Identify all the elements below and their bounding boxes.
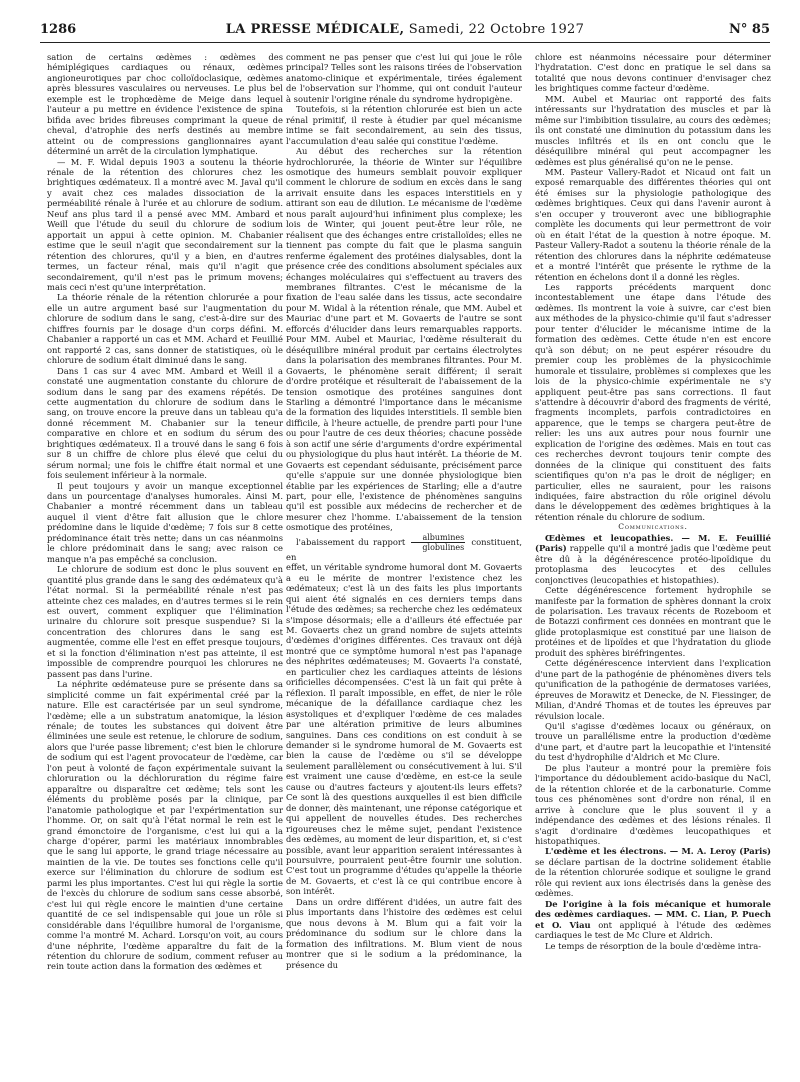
- issue-number: N° 85: [729, 22, 770, 37]
- communication-item: [535, 533, 771, 585]
- column-left: [47, 52, 283, 972]
- communication-title: De l'origine à la fois mécanique et humorale des œdèmes cardiaques. — MM. C. Lian, P. Puech et O. Viau: [535, 898, 771, 930]
- paragraph: sation de certains œdèmes : œdèmes des hémiplégiques cardiaques ou rénaux, œdèmes angioneurotiques par choc colloïdoclasique, œdèmes après blessures vasculaires ou nerveuses. Le plus bel exemple est le trophœdème de Meige dans lequel l'auteur a pu mettre en évidence l'existence de spina bifida avec brides fibreuses comprimant la queue de cheval, d'atrophie des nerfs destinés au membre atteint ou de compressions ganglionnaires ayant déterminé un arrêt de la circulation lymphatique.: [47, 52, 283, 157]
- communication-text: rappelle qu'il a montré jadis que l'œdème peut être dû à la dégénérescence protéo-lipoïdique du protoplasma des leucocytes et des cellules conjonctives (leucopathies et histopathies).: [535, 543, 771, 585]
- communication-item: [535, 899, 771, 941]
- formula-fraction: [411, 533, 465, 552]
- paragraph: La théorie rénale de la rétention chlorurée a pour elle un autre argument basé sur l'augmentation du chlorure de sodium dans le sang, c'est-à-dire sur des chiffres fournis par le dosage d'un corps défini. M. Chabanier a rapporté un cas et MM. Achard et Feuillié ont rapporté 2 cas, sans donner de statistiques, où le chlorure de sodium était diminué dans le sang.: [47, 292, 283, 366]
- formula-before: l'abaissement du rapport: [296, 536, 406, 547]
- journal-title: [40, 22, 770, 37]
- page-header: [40, 22, 770, 43]
- journal-name: LA PRESSE MÉDICALE,: [225, 22, 405, 37]
- paragraph: Le chlorure de sodium est donc le plus souvent en quantité plus grande dans le sang des œdémateux qu'à l'état normal. Si la perméabilité rénale n'est pas atteinte chez ces malades, en d'autres termes si le rein est ouvert, comment expliquer que l'élimination urinaire du chlorure soit presque suspendue? Si la concentration des chlorures dans le sang est augmentée, comme elle l'est en effet presque toujours, et si la fonction d'élimination n'est pas atteinte, il est impossible de comprendre pourquoi les chlorures ne passent pas dans l'urine.: [47, 564, 283, 679]
- column-right: [535, 52, 771, 951]
- page-number: 1286: [40, 22, 77, 37]
- paragraph: Cette dégénérescence intervient dans l'explication d'une part de la pathogénie de phénomènes divers tels qu'unification de la pathogénie de dermatoses variées, épreuves de Morawitz et Denecke, de N. Fiessinger, de Milian, d'André Thomas et de toutes les épreuves par révulsion locale.: [535, 658, 771, 721]
- paragraph: La néphrite œdémateuse pure se présente dans sa simplicité comme un fait expérimental créé par la nature. Elle est caractérisée par un seul syndrome, l'œdème; elle a un substratum anatomique, la lésion rénale; de toutes les substances qui doivent être éliminées une seule est retenue, le chlorure de sodium, alors que l'urée passe librement; c'est bien le chlorure de sodium qui est l'agent provocateur de l'œdème, car l'on peut à volonté de façon expérimentale suivant la chloruration ou la déchloruration du régime faire apparaître ou disparaître cet œdème; tels sont les éléments du problème posés par la clinique, par l'anatomie pathologique et par l'expérimentation sur l'homme. Or, on sait qu'à l'état normal le rein est le grand émonctoire de l'organisme, c'est lui qui a la charge d'opérer, parmi les matériaux innombrables que le sang lui apporte, le grand triage nécessaire au maintien de la vie. De toutes ses fonctions celle qu'il exerce sur l'élimination du chlorure de sodium est parmi les plus importantes. C'est lui qui règle la sortie de l'excès du chlorure de sodium sans cesse absorbé, c'est lui qui règle encore le maintien d'une certaine quantité de ce sel indispensable qui joue un rôle si considérable dans l'équilibre humoral de l'organisme, comme l'a montré M. Achard. Lorsqu'on voit, au cours d'une néphrite, l'œdème apparaître du fait de la rétention du chlorure de sodium, comment refuser au rein toute action dans la formation des œdèmes et: [47, 679, 283, 972]
- fraction-denominator: globulines: [422, 542, 465, 552]
- paragraph: MM. Pasteur Vallery-Radot et Nicaud ont fait un exposé remarquable des différentes théories qui ont été émises sur la physiologie pathologique des œdèmes brightiques. Ceux qui dans l'avenir auront à s'en occuper y trouveront avec une bibliographie complète les documents qui leur permettront de voir où en était l'état de la question à notre époque. M. Pasteur Vallery-Radot a soutenu la théorie rénale de la rétention des chlorures dans la néphrite œdémateuse et a montré l'intérêt que présente le rythme de la rétention en échelons dont il a donné les règles.: [535, 166, 771, 282]
- paragraph: Dans un ordre différent d'idées, un autre fait des plus importants dans l'histoire des œdèmes est celui que nous devons à M. Blum qui a fait voir la prédominance du sodium sur le chlore dans la formation des infiltrations. M. Blum vient de nous montrer que si le sodium a la prédominance, la présence du: [286, 896, 522, 970]
- section-heading: Communications.: [618, 522, 688, 532]
- paragraph: MM. Aubel et Mauriac ont rapporté des faits intéressants sur l'hydratation des muscles et par là même sur l'imbibition tissulaire, au cours des œdèmes; ils ont constaté une diminution du potassium dans les muscles infiltrés et ils en ont conclu que le déséquilibre minéral qui peut accompagner les œdèmes est plus généralisé qu'on ne le pense.: [535, 93, 771, 167]
- paragraph: Le temps de résorption de la boule d'œdème intra-: [545, 940, 762, 951]
- paragraph: comment ne pas penser que c'est lui qui joue le rôle principal? Telles sont les raisons tirées de l'observation anatomo-clinique et expérimentale, tirées également de l'observation sur l'homme, qui ont conduit l'auteur à soutenir l'origine rénale du syndrome hydropigène.: [286, 52, 522, 104]
- issue-date: Samedi, 22 Octobre 1927: [408, 22, 585, 37]
- column-middle: [286, 52, 522, 970]
- paragraph: Les rapports précédents marquent donc incontestablement une étape dans l'étude des œdèmes. Ils montrent la voie à suivre, car c'est bien aux méthodes de la physico-chimie qu'il faut s'adresser pour tenter d'élucider le mécanisme intime de la formation des œdèmes. Cette étude n'en est encore qu'à son début; on ne peut espérer résoudre du premier coup les problèmes de la physicochimie humorale et tissulaire, problèmes si complexes que les lois de la physico-chimie expérimentale ne s'y appliquent peut-être pas sans corrections. Il faut s'attendre à découvrir d'abord des fragments de vérité, fragments incomplets, parfois contradictoires en apparence, que le temps se chargera peut-être de relier: les uns aux autres pour nous fournir une explication de l'origine des œdèmes. Mais en tout cas ces recherches devront toujours tenir compte des données de la clinique qui constituent des faits scientifiques qu'on n'a pas le droit de négliger; en particulier, elles ne sauraient, pour les raisons indiquées, faire abstraction du rôle originel dévolu dans le développement des œdèmes brightiques à la rétention rénale du chlorure de sodium.: [535, 281, 771, 522]
- communication-title: Œdèmes et leucopathies. — M. E. Feuillié (Paris): [535, 532, 771, 554]
- paragraph: effet, un véritable syndrome humoral dont M. Govaerts a eu le mérite de montrer l'existence chez les œdémateux; c'est là un des faits les plus importants qui aient été signalés en ces derniers temps dans l'étude des œdèmes; sa recherche chez les œdémateux s'impose désormais; elle a d'ailleurs été effectuée par M. Govaerts chez un grand nombre de sujets atteints d'œdèmes d'origines différentes. Ces travaux ont déjà montré que ce symptôme humoral n'est pas l'apanage des néphrites œdémateuses; M. Govaerts l'a constaté, en particulier chez les cardiaques atteints de lésions orificielles décompensées. C'est là un fait qui prête à réflexion. Il paraît impossible, en effet, de nier le rôle mécanique de la défaillance cardiaque chez les asystoliques et d'expliquer l'œdème de ces malades par une altération primitive de leurs albumines sanguines. Dans ces conditions on est conduit à se demander si le syndrome humoral de M. Govaerts est bien la cause de l'œdème ou s'il se développe seulement parallèlement ou consécutivement à lui. S'il est vraiment une cause d'œdème, en est-ce la seule cause ou d'autres facteurs y ajoutent-ils leurs effets? Ce sont là des questions auxquelles il est bien difficile de donner, dès maintenant, une réponse catégorique et qui appellent de nouvelles études. Des recherches rigoureuses chez le même sujet, pendant l'existence des œdèmes, au moment de leur disparition, et, si c'est possible, avant leur apparition seraient intéressantes à poursuivre, pourraient peut-être fournir une solution. C'est tout un programme d'études qu'appelle la théorie de M. Govaerts, et c'est là ce qui contribue encore à son intérêt.: [286, 562, 522, 897]
- communication-text: ont appliqué à l'étude des œdèmes cardiaques le test de Mc Clure et Aldrich.: [535, 919, 772, 941]
- paragraph: Qu'il s'agisse d'œdèmes locaux ou généraux, on trouve un parallélisme entre la production d'œdème d'une part, et d'autre part la leucopathie et l'intensité du test d'hydrophilie d'Aldrich et Mc Clure.: [535, 721, 771, 763]
- paragraph: Toutefois, si la rétention chlorurée est bien un acte rénal primitif, il reste à étudier par quel mécanisme intime se fait secondairement, au sein des tissus, l'accumulation d'eau salée qui constitue l'œdème.: [286, 104, 522, 146]
- communication-text: se déclare partisan de la doctrine solidement établie de la rétention chlorurée sodique et souligne le grand rôle qui revient aux ions électrisés dans la genèse des œdèmes.: [535, 856, 771, 899]
- communication-item: [535, 846, 771, 898]
- paragraph: Cette dégénérescence fortement hydrophile se manifeste par la formation de sphères donnant la croix de polarisation. Les travaux récents de Rozeboom et de Botazzi confirment ces données en montrant que le glide protoplasmique est constitué par une liaison de protéines et de lipoïdes et que l'hydratation du gliode produit des sphères biréfringentes.: [535, 585, 771, 658]
- formula-line: [286, 533, 522, 562]
- paragraph: Au début des recherches sur la rétention hydrochlorurée, la théorie de Winter sur l'équilibre osmotique des humeurs semblait pouvoir expliquer comment le chlorure de sodium en excès dans le sang arrivait ensuite dans les espaces interstitiels en y attirant son eau de dilution. Le mécanisme de l'œdème nous paraît aujourd'hui infiniment plus complexe; les lois de Winter, qui jouent peut-être leur rôle, ne réalisent que des échanges entre cristalloïdes; elles ne tiennent pas compte du fait que le plasma sanguin renferme également des protéines dialysables, dont la présence crée des conditions absolument spéciales aux échanges moléculaires qui s'effectuent au travers des membranes filtrantes. C'est le mécanisme de la fixation de l'eau salée dans les tissus, acte secondaire pour M. Widal à la rétention rénale, que MM. Aubel et Mauriac d'une part et M. Govaerts de l'autre se sont efforcés d'élucider dans leurs remarquables rapports. Pour MM. Aubel et Mauriac, l'œdème résulterait du déséquilibre minéral produit par certains électrolytes dans la polarisation des membranes filtrantes. Pour M. Govaerts, le phénomène serait différent; il serait d'ordre protéique et résulterait de l'abaissement de la tension osmotique des protéines sanguines dont Starling a démontré l'importance dans le mécanisme de la formation des liquides interstitiels. Il semble bien difficile, à l'heure actuelle, de prendre parti pour l'une ou pour l'autre de ces deux théories; chacune possède à son actif une série d'arguments d'ordre expérimental ou physiologique du plus haut intérêt. La théorie de M. Govaerts est cependant séduisante, précisément parce qu'elle s'appuie sur une donnée physiologique bien établie par les expériences de Starling; elle a d'autre part, pour elle, l'existence de phénomènes sanguins qu'il est possible aux médecins de rechercher et de mesurer chez l'homme. L'abaissement de la tension osmotique des protéines,: [286, 146, 522, 533]
- paragraph: Dans 1 cas sur 4 avec MM. Ambard et Weill il a constaté une augmentation constante du chlorure de sodium dans le sang par des examens répétés. De cette augmentation du chlorure de sodium dans le sang, on trouve encore la preuve dans un tableau qu'a donné récemment M. Chabanier sur la teneur comparative en chlore et en sodium du sérum des brightiques œdémateux. Il a trouvé dans le sang 6 fois sur 8 un chiffre de chlore plus élevé que celui du sérum normal; une fois le chiffre était normal et une fois seulement inférieur à la normale.: [47, 365, 283, 481]
- paragraph: chlore est néanmoins nécessaire pour déterminer l'hydratation. C'est donc en pratique le sel dans sa totalité que nous devons continuer d'envisager chez les brightiques comme facteur d'œdème.: [535, 52, 771, 94]
- paragraph: — M. F. Widal depuis 1903 a soutenu la théorie rénale de la rétention des chlorures chez les brightiques œdémateux. Il a montré avec M. Javal qu'il y avait chez ces malades dissociation de la perméabilité rénale à l'urée et au chlorure de sodium. Neuf ans plus tard il a pensé avec MM. Ambard et Weill que l'étude du seuil du chlorure de sodium apportait un appui à cette opinion. M. Chabanier estime que le seuil n'agit que secondairement sur la rétention des chlorures, qu'il y a bien, en d'autres termes, un facteur rénal, mais qu'il n'agit que secondairement, qu'il n'est pas le primum movens; mais ceci n'est qu'une interprétation.: [47, 156, 283, 292]
- fraction-numerator: albumines: [411, 533, 465, 543]
- paragraph: De plus l'auteur a montré pour la première fois l'importance du dédoublement acido-basique du NaCl, de la rétention chlorée et de la carbonaturie. Comme tous ces phénomènes sont d'ordre non rénal, il en arrive à conclure que le plus souvent il y a indépendance des œdèmes et des lésions rénales. Il s'agit d'ordinaire d'œdèmes leucopathiques et histopathiques.: [535, 762, 771, 846]
- formula-after: constituent, en: [286, 536, 522, 562]
- paragraph: Il peut toujours y avoir un manque exceptionnel dans un pourcentage d'analyses humorales. Ainsi M. Chabanier a montré récemment dans un tableau auquel il vient d'être fait allusion que le chlore prédomine dans le liquide d'œdème; 7 fois sur 8 cette prédominance était très nette; dans un cas néanmoins le chlore prédominait dans le sang; avec raison ce manque n'a pas empêché sa conclusion.: [47, 480, 283, 564]
- communication-title: L'œdème et les électrons. — M. A. Leroy (Paris): [545, 846, 771, 857]
